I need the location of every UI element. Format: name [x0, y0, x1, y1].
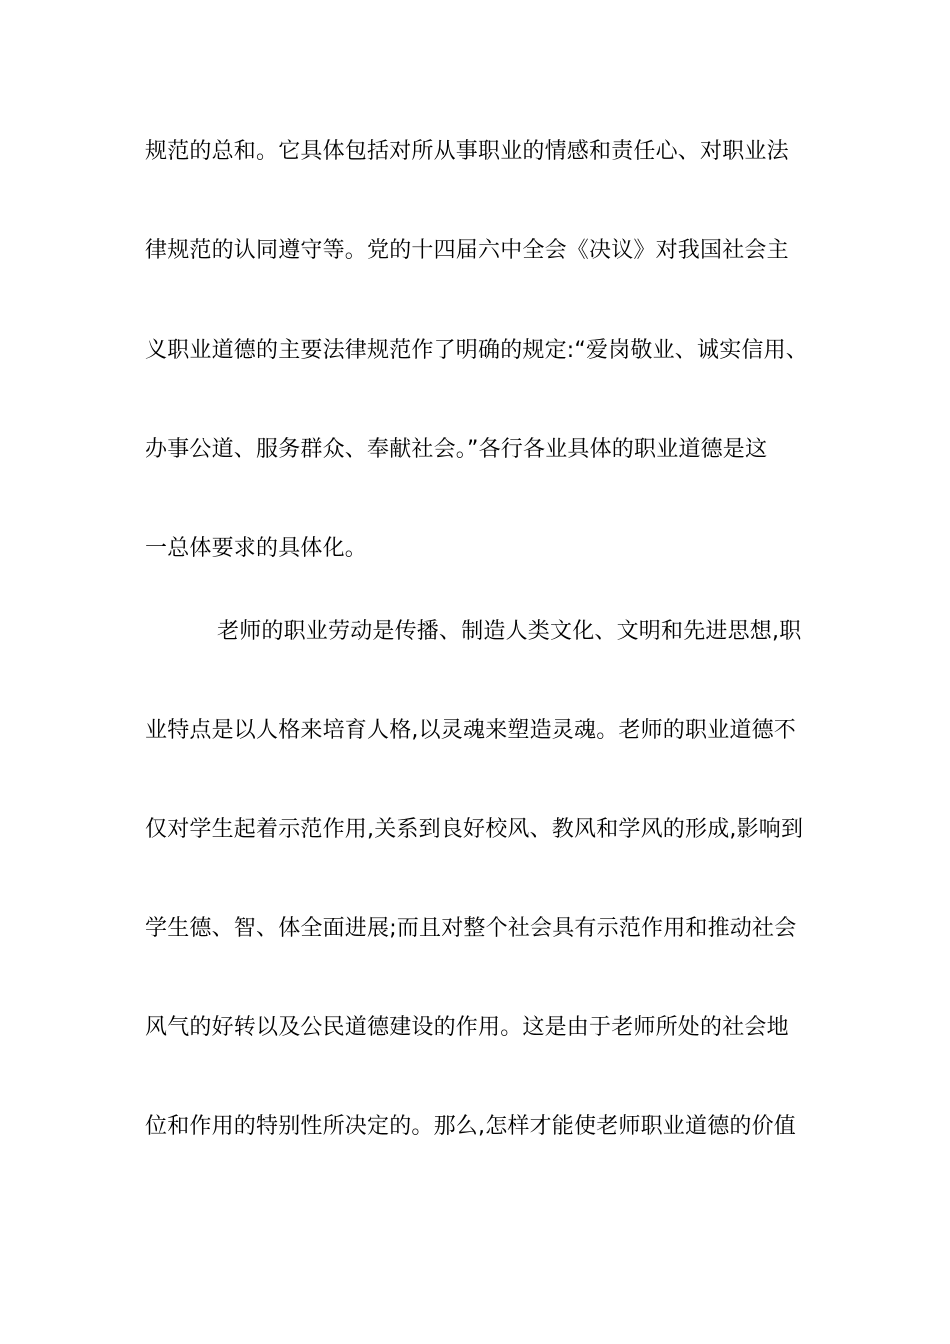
paragraph-start-line: 老师的职业劳动是传播、制造人类文化、文明和先进思想,职: [217, 619, 802, 644]
text-line: 律规范的认同遵守等。党的十四届六中全会《决议》对我国社会主: [145, 238, 789, 263]
text-line: 学生德、智、体全面进展;而且对整个社会具有示范作用和推动社会: [145, 916, 797, 941]
text-line: 位和作用的特别性所决定的。那么,怎样才能使老师职业道德的价值: [145, 1114, 796, 1139]
text-line: 规范的总和。它具体包括对所从事职业的情感和责任心、对职业法: [145, 139, 789, 164]
text-line: 仅对学生起着示范作用,关系到良好校风、教风和学风的形成,影响到: [145, 817, 804, 842]
text-line: 办事公道、服务群众、奉献社会。”各行各业具体的职业道德是这: [145, 437, 768, 462]
text-line: 风气的好转以及公民道德建设的作用。这是由于老师所处的社会地: [145, 1015, 789, 1040]
text-line: 业特点是以人格来培育人格,以灵魂来塑造灵魂。老师的职业道德不: [145, 718, 796, 743]
text-line: 义职业道德的主要法律规范作了明确的规定:“爱岗敬业、诚实信用、: [145, 338, 809, 363]
text-line: 一总体要求的具体化。: [145, 536, 368, 561]
